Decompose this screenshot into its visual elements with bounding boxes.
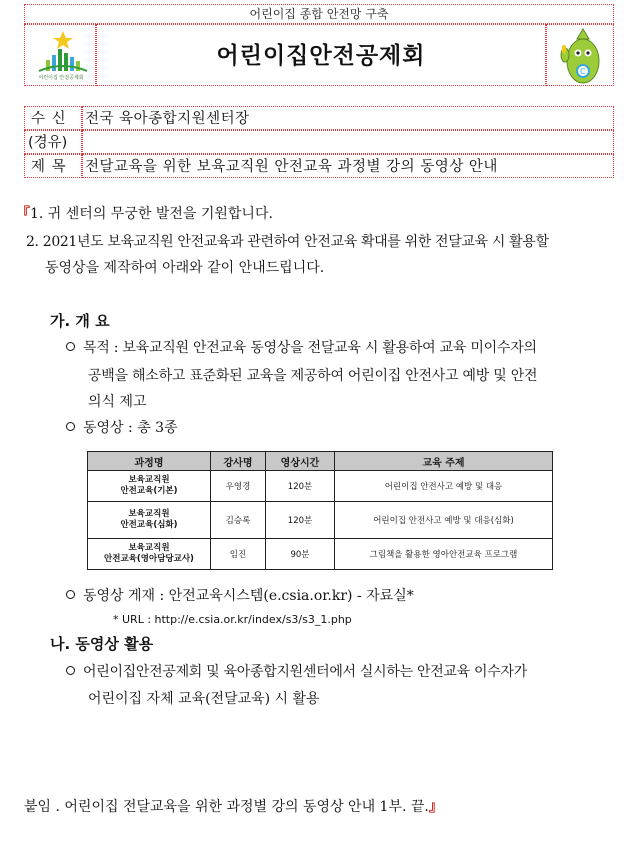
paragraph-1-text: 1. 귀 센터의 무궁한 발전을 기원합니다. bbox=[30, 206, 273, 222]
posting-line bbox=[66, 586, 414, 606]
main-title: 어린이집안전공제회 bbox=[216, 43, 426, 69]
paragraph-2-line-1: 2. 2021년도 보육교직원 안전교육과 관련하여 안전교육 확대를 위한 전달교육 시 활용할 bbox=[26, 234, 549, 250]
paragraph-2-line-2: 동영상을 제작하여 아래와 같이 안내드립니다. bbox=[45, 260, 325, 276]
course-cell bbox=[88, 471, 211, 502]
via-label: (경유) bbox=[28, 135, 68, 151]
course-line-1: 보육교직원 bbox=[128, 475, 170, 485]
instructor-cell: 우영경 bbox=[211, 471, 266, 502]
recipient-label-cell bbox=[24, 106, 82, 130]
section-b-heading: 나. 동영상 활용 bbox=[50, 635, 154, 653]
table-row bbox=[88, 502, 553, 539]
instructor-cell: 김승록 bbox=[211, 502, 266, 539]
col-course: 과정명 bbox=[88, 452, 211, 471]
tagline: 어린이집 종합 안전망 구축 bbox=[249, 7, 389, 21]
topic-cell: 어린이집 안전사고 예방 및 대응(심화) bbox=[335, 502, 553, 539]
recipient-value: 전국 육아종합지원센터장 bbox=[85, 111, 250, 127]
purpose-line-2: 공백을 해소하고 표준화된 교육을 제공하여 어린이집 안전사고 예방 및 안전 bbox=[88, 368, 538, 384]
course-cell bbox=[88, 539, 211, 570]
subject-value: 전달교육을 위한 보육교직원 안전교육 과정별 강의 동영상 안내 bbox=[85, 159, 498, 175]
title-cell bbox=[96, 24, 546, 86]
subject-value-cell bbox=[82, 154, 614, 178]
usage-line-2: 어린이집 자체 교육(전달교육) 시 활용 bbox=[88, 691, 320, 707]
col-topic: 교육 주제 bbox=[335, 452, 553, 471]
course-line-2: 안전교육(기본) bbox=[120, 486, 178, 496]
usage-text-1: 어린이집안전공제회 및 육아종합지원센터에서 실시하는 안전교육 이수자가 bbox=[83, 664, 527, 680]
course-line-2: 안전교육(영아담당교사) bbox=[104, 554, 194, 564]
topic-cell: 어린이집 안전사고 예방 및 대응 bbox=[335, 471, 553, 502]
paragraph-1 bbox=[16, 204, 273, 224]
mascot-icon bbox=[547, 25, 615, 87]
videos-text: 동영상 : 총 3종 bbox=[83, 420, 178, 436]
duration-cell: 120분 bbox=[266, 471, 335, 502]
duration-cell: 90분 bbox=[266, 539, 335, 570]
via-row bbox=[24, 130, 614, 154]
subject-label: 제 목 bbox=[31, 159, 67, 175]
open-mark: 『 bbox=[16, 206, 30, 222]
letterhead bbox=[24, 24, 614, 86]
via-label-cell bbox=[24, 130, 82, 154]
bullet-circle-icon bbox=[66, 422, 75, 431]
recipient-value-cell bbox=[82, 106, 614, 130]
videos-line bbox=[66, 418, 178, 438]
col-duration: 영상시간 bbox=[266, 452, 335, 471]
course-line-2: 안전교육(심화) bbox=[120, 520, 178, 530]
section-a-heading: 가. 개 요 bbox=[50, 312, 110, 330]
svg-text:C: C bbox=[580, 67, 586, 76]
url-note: * URL : http://e.csia.or.kr/index/s3/s3_1.php bbox=[113, 613, 352, 626]
table-row bbox=[88, 471, 553, 502]
instructor-cell: 임진 bbox=[211, 539, 266, 570]
mascot-cell bbox=[546, 24, 614, 86]
purpose-line-3: 의식 제고 bbox=[88, 394, 147, 410]
col-instructor: 강사명 bbox=[211, 452, 266, 471]
table-row bbox=[88, 539, 553, 570]
purpose-text-1: 목적 : 보육교직원 안전교육 동영상을 전달교육 시 활용하여 교육 미이수자의 bbox=[83, 340, 537, 356]
topic-cell: 그림책을 활용한 영아안전교육 프로그램 bbox=[335, 539, 553, 570]
video-table bbox=[87, 451, 553, 570]
table-header-row bbox=[88, 452, 553, 471]
bullet-circle-icon bbox=[66, 666, 75, 675]
close-mark: 』 bbox=[428, 799, 443, 815]
bullet-circle-icon bbox=[66, 342, 75, 351]
recipient-row bbox=[24, 106, 614, 130]
logo-cell bbox=[24, 24, 96, 86]
usage-line-1 bbox=[66, 662, 527, 682]
attachment-line bbox=[24, 797, 443, 817]
attachment-text: 붙임 . 어린이집 전달교육을 위한 과정별 강의 동영상 안내 1부. 끝. bbox=[24, 799, 429, 815]
recipient-label: 수 신 bbox=[31, 111, 67, 127]
course-line-1: 보육교직원 bbox=[128, 509, 170, 519]
purpose-line-1 bbox=[66, 338, 537, 358]
logo-caption: 어린이집 안전공제회 bbox=[38, 75, 84, 81]
bullet-circle-icon bbox=[66, 590, 75, 599]
subject-row bbox=[24, 154, 614, 178]
posting-text: 동영상 게재 : 안전교육시스템(e.csia.or.kr) - 자료실* bbox=[83, 588, 414, 604]
course-cell bbox=[88, 502, 211, 539]
subject-label-cell bbox=[24, 154, 82, 178]
duration-cell: 120분 bbox=[266, 502, 335, 539]
course-line-1: 보육교직원 bbox=[128, 543, 170, 553]
via-value-cell bbox=[82, 130, 614, 154]
